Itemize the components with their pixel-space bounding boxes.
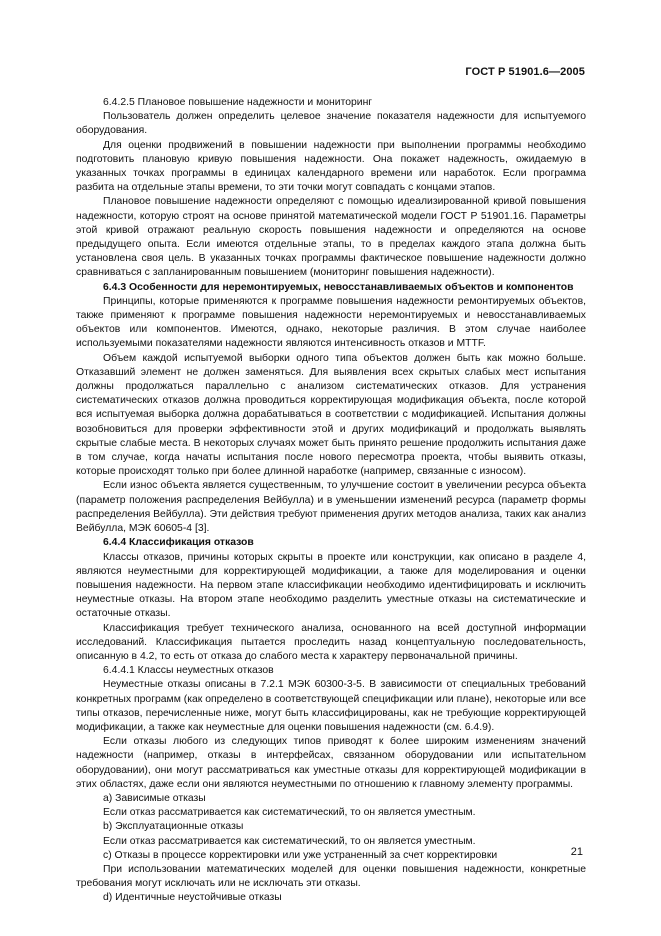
paragraph: Классификация требует технического анализа, основанного на всей доступной информации исследований. Классификация пытается проследить назад концептуальную последовательность, описанную в 4.2, то есть от отказа до слабого места к характеру первоначальной причины.	[76, 622, 586, 662]
paragraph: Если отказы любого из следующих типов приводят к более широким изменениям значений надежности (например, отказы в интерфейсах, связанном оборудовании или испытательном оборудовании), они могут рассматриваться как уместные отказы для корректирующей модификации в этих областях, даже если они являются неуместными по отношению к главному элементу программы.	[76, 736, 586, 790]
paragraph: Пользователь должен определить целевое значение показателя надежности для испытуемого оборудования.	[76, 111, 586, 137]
paragraph: Если износ объекта является существенным, то улучшение состоит в увеличении ресурса объекта (параметр положения распределения Вейбулла) и в уменьшении изменений ресурса (параметр формы распределения Вейбулла). Эти действия требуют применения других методов анализа, таких как анализ Вейбулла, МЭК 60605-4 [3].	[76, 480, 586, 535]
paragraph: Объем каждой испытуемой выборки одного типа объектов должен быть как можно больше. Отказавший элемент не должен заменяться. Для выявления всех скрытых слабых мест испытания должны продолжаться параллельно с анализом систематических отказов. Для устранения систематических отказов должна проводиться корректирующая модификация объекта, после которой вся испытуемая выборка должна дорабатываться в соответствии с модификацией. Испытания должны возобновиться для проверки эффективности этой и других модификаций и продолжать выявлять скрытые слабые места. В некоторых случаях может быть принято решение продолжить испытания даже в том случае, когда начаты испытания после нового пересмотра проекта, чтобы выявить отказы, которые происходят только при более длинной наработке (например, связанные с износом).	[76, 352, 586, 478]
document-body	[76, 96, 586, 906]
section-heading-6-4-4: 6.4.4 Классификация отказов	[103, 537, 254, 549]
list-item-c: c) Отказы в процессе корректировки или уже устраненный за счет корректировки	[103, 849, 498, 861]
page-number: 21	[570, 846, 583, 858]
paragraph: Принципы, которые применяются к программе повышения надежности ремонтируемых объектов, также применяют к программе повышения надежности неремонтируемых и невосстанавливаемых объектов или компонентов. Имеются, однако, некоторые различия. В этом случае наиболее используемыми показателями надежности являются интенсивность отказов и MTTF.	[76, 295, 586, 350]
paragraph: При использовании математических моделей для оценки повышения надежности, конкретные требования могут исключать или не исключать эти отказы.	[76, 863, 586, 890]
paragraph: Классы отказов, причины которых скрыты в проекте или конструкции, как описано в разделе 4, являются неуместными для корректирующей модификации, а также для моделирования и оценки повышения надежности. На первом этапе классификации необходимо идентифицировать и исключить неуместные отказы. На втором этапе необходимо разделить уместные отказы на систематические и остаточные отказы.	[76, 551, 586, 620]
list-item-a: a) Зависимые отказы	[103, 792, 206, 804]
section-heading-6-4-3: 6.4.3 Особенности для неремонтируемых, невосстанавливаемых объектов и компонентов	[103, 281, 574, 293]
paragraph: Плановое повышение надежности определяют с помощью идеализированной кривой повышения надежности, которую строят на основе принятой математической модели ГОСТ Р 51901.16. Параметры этой кривой отражают реальную скорость повышения надежности и определяются на основе предыдущего опыта. Если имеются отдельные этапы, то в пределах каждого этапа должна быть установлена своя цель. В указанных точках программы фактическое повышение надежности должно сравниваться с запланированным повышением (мониторинг повышения надежности).	[76, 196, 586, 279]
paragraph: Если отказ рассматривается как систематический, то он является уместным.	[103, 835, 476, 847]
paragraph: Неуместные отказы описаны в 7.2.1 МЭК 60300-3-5. В зависимости от специальных требований конкретных программ (как определено в соответствующей спецификации или плане), некоторые или все типы отказов, перечисленные ниже, могут быть классифицированы, как не требующие корректирующей модификации, а также как неуместные для оценки повышения надежности (см. 6.4.9).	[76, 679, 586, 733]
list-item-d: d) Идентичные неустойчивые отказы	[103, 892, 282, 904]
subsection-heading-6-4-4-1: 6.4.4.1 Классы неуместных отказов	[103, 665, 274, 677]
section-heading-6-4-2-5: 6.4.2.5 Плановое повышение надежности и мониторинг	[103, 97, 373, 108]
paragraph: Если отказ рассматривается как систематический, то он является уместным.	[103, 807, 476, 819]
document-code: ГОСТ Р 51901.6—2005	[465, 66, 585, 78]
list-item-b: b) Эксплуатационные отказы	[103, 821, 244, 833]
paragraph: Для оценки продвижений в повышении надежности при выполнении программы необходимо подготовить плановую кривую повышения надежности. Она покажет надежность, ожидаемую в указанных точках программы в единицах календарного времени или наработок. Если программа разбита на отдельные этапы времени, то эти точки могут совпадать с концами этапов.	[76, 139, 586, 194]
